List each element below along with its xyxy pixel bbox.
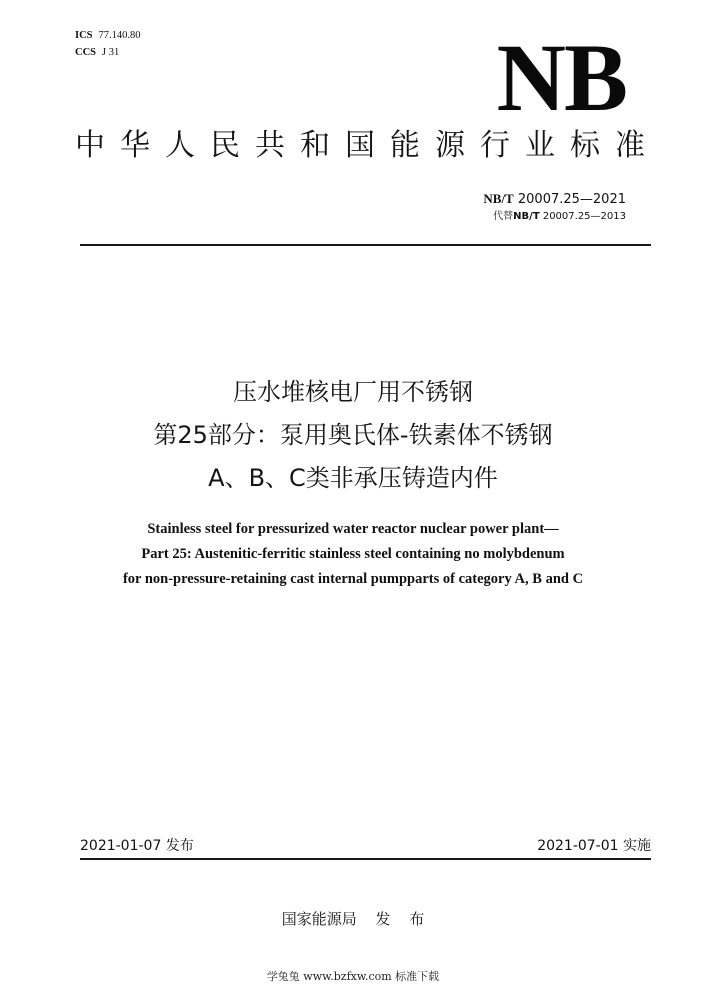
ccs-code xyxy=(75,44,141,61)
ics-code xyxy=(75,27,141,44)
standard-number-value: 20007.25—2021 xyxy=(517,192,626,207)
ccs-value: J 31 xyxy=(102,47,120,58)
title-zh-line3: A、B、C类非承压铸造内件 xyxy=(208,464,498,492)
nb-logo: NB xyxy=(496,24,626,131)
replaces-prefix: NB/T xyxy=(513,211,540,222)
site-footer: 学兔兔 www.bzfxw.com 标准下载 xyxy=(266,970,440,983)
ics-value: 77.140.80 xyxy=(98,30,141,41)
title-en-line2: Part 25: Austenitic-ferritic stainless steel containing no molybdenum xyxy=(141,546,565,562)
title-zh-line2: 第25部分：泵用奥氏体-铁素体不锈钢 xyxy=(153,421,553,449)
implement-date: 2021-07-01 实施 xyxy=(537,838,651,854)
title-en-line1: Stainless steel for pressurized water reactor nuclear power plant— xyxy=(147,521,559,537)
standard-category-title: 中华人民共和国能源行业标准 xyxy=(75,128,660,163)
standard-replaces xyxy=(493,210,626,224)
bottom-divider xyxy=(80,858,651,860)
title-zh-line1: 压水堆核电厂用不锈钢 xyxy=(233,378,473,406)
publish-date: 2021-01-07 发布 xyxy=(80,838,194,854)
replaces-label: 代替 xyxy=(493,211,514,222)
standard-prefix: NB/T xyxy=(483,191,514,206)
issuing-authority: 国家能源局 发 布 xyxy=(281,910,425,928)
ics-label: ICS xyxy=(75,30,93,41)
ccs-label: CCS xyxy=(75,47,97,58)
replaces-number: 20007.25—2013 xyxy=(542,211,626,222)
standard-number xyxy=(483,190,626,209)
classification-codes xyxy=(75,27,141,61)
top-divider xyxy=(80,244,651,246)
title-en-line3: for non-pressure-retaining cast internal pumpparts of category A, B and C xyxy=(122,571,584,587)
